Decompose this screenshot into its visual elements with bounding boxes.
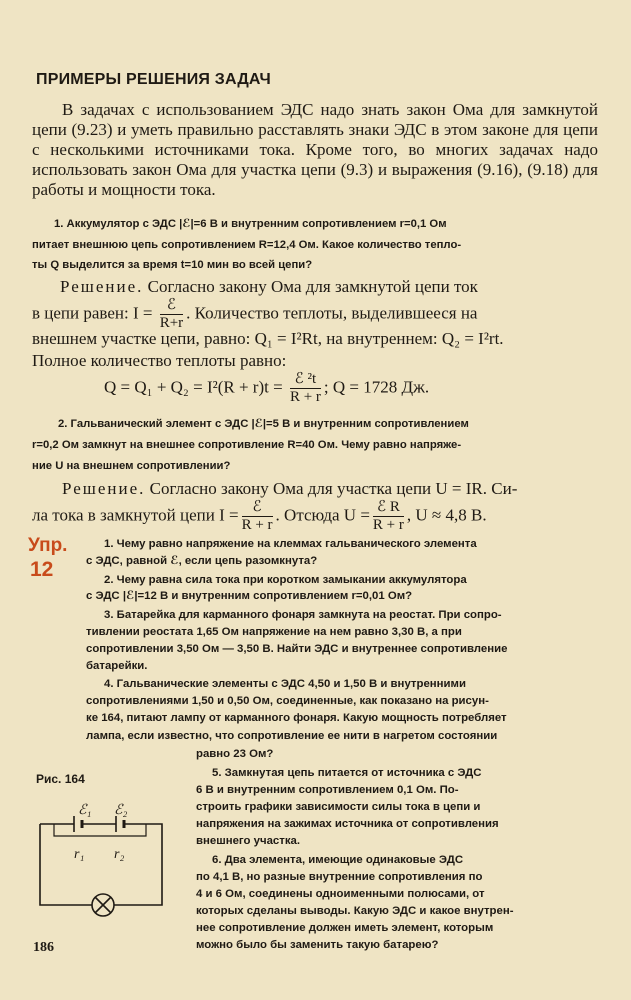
solution-1-text-1: Согласно закону Ома для замкнутой цепи ток	[147, 277, 478, 296]
solution-2-label: Решение.	[62, 479, 146, 498]
intro-text: В задачах с использованием ЭДС надо знать закон Ома для замкнутой цепи (9.23) и уметь правильно расставлять знаки ЭДС в этом законе для цепи с несколькими источниками тока. Кроме того, во многих задачах надо использовать закон Ома для участка цепи (9.3) и выражения (9.16), (9.18) для работы и мощности тока.	[32, 100, 598, 199]
circuit-wires	[40, 816, 162, 916]
label-r1: r₁	[74, 847, 85, 862]
heat-formula-right: ; Q = 1728 Дж.	[323, 377, 430, 397]
exercise-q3-line-1: 3. Батарейка для карманного фонаря замкнута на реостат. При сопро-	[104, 609, 502, 621]
exercise-q2-line-2: с ЭДС |ℰ|=12 В и внутренним сопротивлением r=0,01 Ом?	[86, 590, 413, 602]
solution-2-text-2b: . Отсюда	[275, 505, 340, 525]
heat-formula-left: Q = Q₁ + Q₂ = I²(R + r)t =	[104, 377, 283, 397]
solution-2-line-2	[32, 500, 487, 533]
problem-2-line-3: ние U на внешнем сопротивлении?	[32, 460, 231, 472]
exercise-q4-line-4: лампа, если известно, что сопротивление ее нити в нагретом состоянии	[86, 730, 498, 742]
exercise-q5-line-2: 6 В и внутренним сопротивлением 0,1 Ом. По-	[196, 784, 459, 796]
exercise-q3-line-3: сопротивлении 3,50 Ом — 3,50 В. Найти ЭДС и внутреннее сопротивление	[86, 643, 508, 655]
exercise-q6-line-6: можно было бы заменить такую батарею?	[196, 939, 439, 951]
exercise-q5-line-4: напряжения на зажимах источника от сопротивления	[196, 818, 499, 830]
exercise-q4-line-2: сопротивлениями 1,50 и 0,50 Ом, соединенные, как показано на рисун-	[86, 695, 489, 707]
exercise-q4-line-1: 4. Гальванические элементы с ЭДС 4,50 и 1,50 В и внутренними	[104, 678, 466, 690]
exercise-q6-line-3: 4 и 6 Ом, соединены одноименными полюсами, от	[196, 888, 485, 900]
exercise-q4-line-5: равно 23 Ом?	[196, 748, 274, 760]
exercise-q6-line-4: которых сделаны выводы. Какую ЭДС и какое внутрен-	[196, 905, 514, 917]
intro-paragraph	[32, 100, 598, 200]
problem-2-line-2: r=0,2 Ом замкнут на внешнее сопротивление R=40 Ом. Чему равно напряже-	[32, 439, 462, 451]
fraction-current-2-lhs: I =	[219, 505, 239, 525]
exercise-q5-line-3: строить графики зависимости силы тока в цепи и	[196, 801, 481, 813]
solution-2-text-1: Согласно закону Ома для участка цепи U = IR. Си-	[149, 479, 518, 498]
fraction-heat	[290, 372, 321, 405]
fraction-current-2	[242, 500, 273, 533]
fraction-current-2-den: R + r	[241, 517, 273, 533]
label-r2: r₂	[114, 847, 125, 862]
section-heading: ПРИМЕРЫ РЕШЕНИЯ ЗАДАЧ	[36, 71, 271, 88]
circuit-inner-link	[54, 824, 146, 836]
exercise-q5-line-5: внешнего участка.	[196, 835, 301, 847]
solution-1-line-4: Полное количество теплоты равно:	[32, 351, 287, 370]
solution-1-line-2	[32, 298, 477, 331]
problem-1-line-3: ты Q выделится за время t=10 мин во всей цепи?	[32, 259, 313, 271]
exercise-number: 12	[30, 558, 54, 581]
fraction-voltage-num: ℰ R	[373, 500, 404, 517]
fraction-current-den: R+r	[159, 315, 184, 331]
fraction-current-2-num: ℰ	[242, 500, 273, 517]
fraction-current	[160, 298, 183, 331]
exercise-q2-line-1: 2. Чему равна сила тока при коротком замыкании аккумулятора	[104, 574, 467, 586]
fraction-voltage-lhs: U =	[343, 505, 370, 525]
exercise-q1-line-1: 1. Чему равно напряжение на клеммах гальванического элемента	[104, 538, 477, 550]
fraction-heat-num: ℰ ²t	[290, 372, 321, 389]
exercise-q6-line-2: по 4,1 В, но разные внутренние сопротивления по	[196, 871, 483, 883]
solution-2-text-2c: , U ≈ 4,8 В.	[406, 505, 487, 525]
solution-1-text-2b: . Количество теплоты, выделившееся на	[186, 303, 478, 323]
page-number: 186	[33, 940, 54, 955]
exercise-q3-line-4: батарейки.	[86, 660, 148, 672]
exercise-q4-line-3: ке 164, питают лампу от карманного фонаря. Какую мощность потребляет	[86, 712, 507, 724]
figure-caption: Рис. 164	[36, 772, 85, 786]
circuit-diagram	[34, 800, 174, 930]
solution-1-line-3: внешнем участке цепи, равно: Q₁ = I²Rt, на внутреннем: Q₂ = I²rt.	[32, 329, 504, 348]
solution-2-text-2a: ла тока в замкнутой цепи	[32, 505, 215, 525]
exercise-q3-line-2: тивлении реостата 1,65 Ом напряжение на нем равно 3,30 В, а при	[86, 626, 462, 638]
label-emf-1: ℰ₁	[78, 803, 92, 818]
exercise-q1-line-2: с ЭДС, равной ℰ, если цепь разомкнута?	[86, 555, 318, 567]
fraction-current-num: ℰ	[160, 298, 183, 315]
problem-1-line-1: 1. Аккумулятор с ЭДС |ℰ|=6 В и внутренним сопротивлением r=0,1 Ом	[54, 218, 447, 230]
fraction-heat-den: R + r	[289, 389, 321, 405]
problem-2-line-1: 2. Гальванический элемент с ЭДС |ℰ|=5 В и внутренним сопротивлением	[58, 418, 469, 430]
fraction-voltage-den: R + r	[372, 517, 404, 533]
problem-1-line-2: питает внешнюю цепь сопротивлением R=12,4 Ом. Какое количество тепло-	[32, 239, 462, 251]
solution-1-label: Решение.	[60, 277, 144, 296]
fraction-voltage	[373, 500, 404, 533]
exercise-q6-line-1: 6. Два элемента, имеющие одинаковые ЭДС	[212, 854, 464, 866]
label-emf-2: ℰ₂	[114, 803, 128, 818]
heat-formula	[104, 372, 429, 405]
exercise-q5-line-1: 5. Замкнутая цепь питается от источника с ЭДС	[212, 767, 482, 779]
exercise-label: Упр.	[28, 535, 68, 556]
solution-1-line-1	[60, 276, 478, 298]
exercise-q6-line-5: нее сопротивление должен иметь элемент, которым	[196, 922, 494, 934]
solution-2-line-1	[62, 478, 517, 500]
solution-1-text-2a: в цепи равен: I =	[32, 303, 153, 323]
